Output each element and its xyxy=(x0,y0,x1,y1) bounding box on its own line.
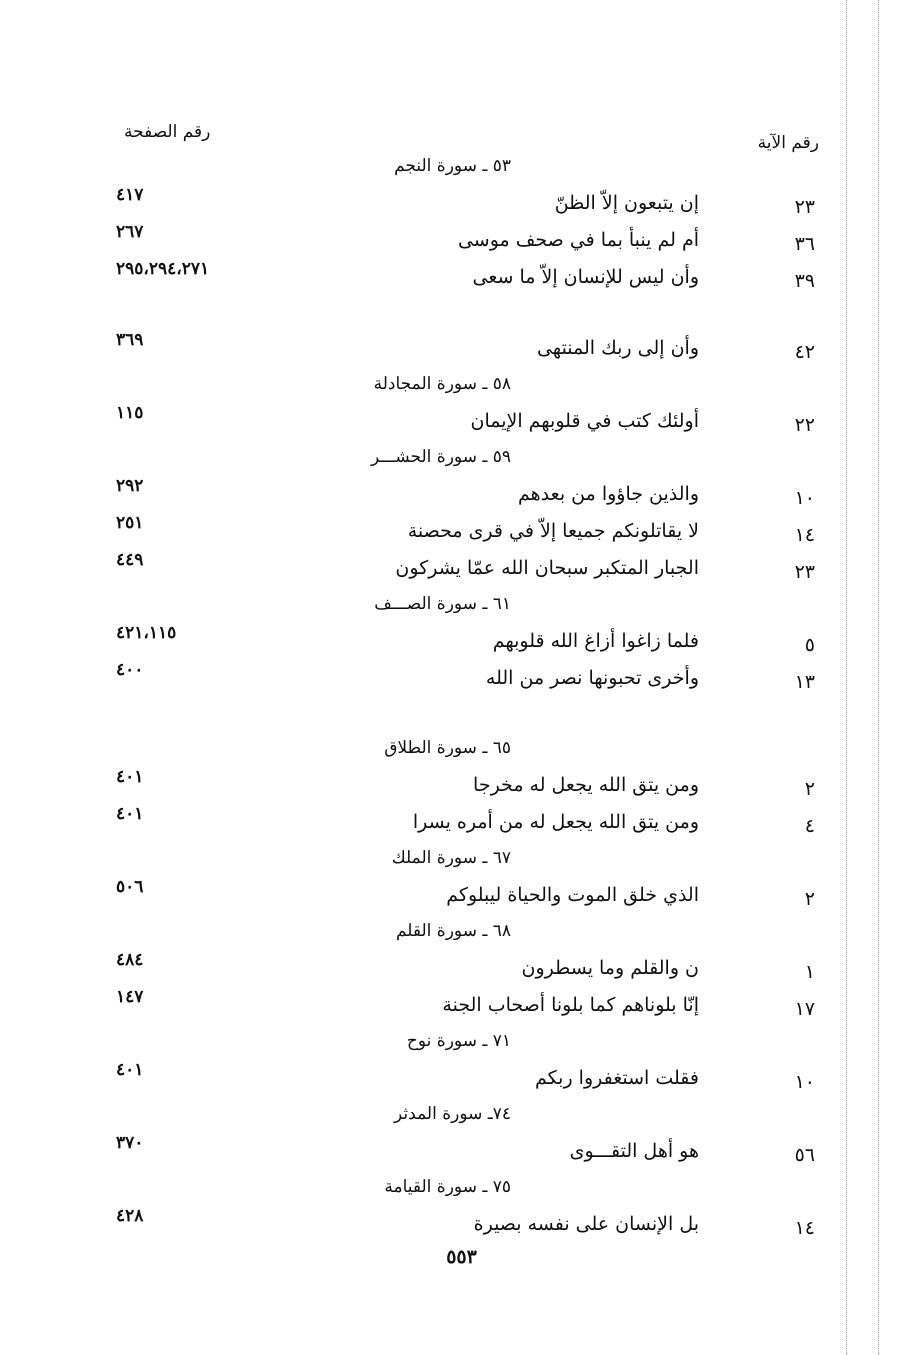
verse-phrase: والذين جاؤوا من بعدهم xyxy=(518,483,699,505)
ayah-number: ٢ xyxy=(804,888,815,910)
page-footer-number: ٥٥٣ xyxy=(446,1246,477,1268)
ayah-number: ١٤ xyxy=(794,524,815,546)
surah-title: ٦١ ـ سورة الصـــف xyxy=(374,594,511,614)
ayah-number: ٢٣ xyxy=(794,196,815,218)
page-references: ٤٨٤ xyxy=(116,950,144,970)
index-entry-row xyxy=(0,804,923,848)
page-number-column-header: رقم الصفحة xyxy=(124,122,211,142)
verse-phrase: وأن ليس للإنسان إلاّ ما سعى xyxy=(472,266,699,288)
ayah-number: ١ xyxy=(804,961,815,983)
verse-phrase: ومن يتق الله يجعل له من أمره يسرا xyxy=(412,811,699,833)
verse-phrase: إن يتبعون إلاّ الظنّ xyxy=(554,192,699,214)
verse-phrase: فلما زاغوا أزاغ الله قلوبهم xyxy=(492,630,699,652)
page-references: ٤٤٩ xyxy=(116,550,144,570)
ayah-number: ٣٩ xyxy=(794,270,815,292)
surah-title: ٦٥ ـ سورة الطلاق xyxy=(384,738,511,758)
page-references: ٤٠٠ xyxy=(116,660,144,680)
index-entry-row xyxy=(0,660,923,704)
verse-phrase: إنّا بلوناهم كما بلونا أصحاب الجنة xyxy=(442,994,699,1016)
ayah-number: ١٠ xyxy=(794,487,815,509)
verse-index-list xyxy=(0,156,923,1250)
page-references: ٢٦٧ xyxy=(116,222,144,242)
ayah-number: ٣٦ xyxy=(794,233,815,255)
surah-title: ٧٥ ـ سورة القيامة xyxy=(384,1177,511,1197)
verse-phrase: لا يقاتلونكم جميعا إلاّ في قرى محصنة xyxy=(407,520,699,542)
index-entry-row xyxy=(0,330,923,374)
page-references: ١٤٧ xyxy=(116,987,144,1007)
verse-phrase: الجبار المتكبر سبحان الله عمّا يشركون xyxy=(395,557,699,579)
ayah-number: ١٣ xyxy=(794,671,815,693)
index-entry-row xyxy=(0,1060,923,1104)
verse-phrase: وأن إلى ربك المنتهى xyxy=(536,337,699,359)
ayah-number: ٢٢ xyxy=(794,414,815,436)
index-entry-row xyxy=(0,550,923,594)
verse-phrase: أولئك كتب في قلوبهم الإيمان xyxy=(470,410,699,432)
verse-phrase: أم لم ينبأ بما في صحف موسى xyxy=(457,229,699,251)
ayah-number: ١٧ xyxy=(794,998,815,1020)
verse-phrase: ومن يتق الله يجعل له مخرجا xyxy=(473,774,699,796)
surah-title: ٧١ ـ سورة نوح xyxy=(406,1031,511,1051)
index-entry-row xyxy=(0,1206,923,1250)
index-entry-row xyxy=(0,987,923,1031)
page-references: ٤٠١ xyxy=(116,767,144,787)
verse-phrase: هو أهل التقـــوى xyxy=(569,1140,699,1162)
page-references: ٣٦٩ xyxy=(116,330,144,350)
surah-title: ٥٩ ـ سورة الحشـــر xyxy=(371,447,511,467)
page-references: ١١٥ xyxy=(116,403,144,423)
ayah-number-column-header: رقم الآية xyxy=(757,133,819,153)
ayah-number: ٢ xyxy=(804,778,815,800)
surah-title: ٥٣ ـ سورة النجم xyxy=(394,156,511,176)
index-entry-row xyxy=(0,877,923,921)
index-entry-row xyxy=(0,1133,923,1177)
ayah-number: ١٤ xyxy=(794,1217,815,1239)
surah-title: ٦٧ ـ سورة الملك xyxy=(391,848,511,868)
page-references: ٤٢٨ xyxy=(116,1206,144,1226)
verse-phrase: فقلت استغفروا ربكم xyxy=(535,1067,699,1089)
page-references: ٤٠١ xyxy=(116,804,144,824)
ayah-number: ٤٢ xyxy=(794,341,815,363)
verse-phrase: ن والقلم وما يسطرون xyxy=(521,957,699,979)
page-references: ٤٢١،١١٥ xyxy=(116,623,177,643)
verse-phrase: وأخرى تحبونها نصر من الله xyxy=(485,667,699,689)
page-references: ٢٥١ xyxy=(116,513,144,533)
verse-phrase: الذي خلق الموت والحياة ليبلوكم xyxy=(446,884,699,906)
surah-title: ٦٨ ـ سورة القلم xyxy=(395,921,511,941)
ayah-number: ٥ xyxy=(804,634,815,656)
index-entry-row xyxy=(0,259,923,303)
ayah-number: ٥٦ xyxy=(794,1144,815,1166)
page-references: ٤٠١ xyxy=(116,1060,144,1080)
surah-title: ٧٤ـ سورة المدثر xyxy=(394,1104,511,1124)
surah-title: ٥٨ ـ سورة المجادلة xyxy=(373,374,511,394)
ayah-number: ١٠ xyxy=(794,1071,815,1093)
spacer-row xyxy=(0,704,923,738)
index-entry-row xyxy=(0,403,923,447)
ayah-number: ٤ xyxy=(804,815,815,837)
page-references: ٤١٧ xyxy=(116,185,144,205)
verse-phrase: بل الإنسان على نفسه بصيرة xyxy=(473,1213,699,1235)
page-references: ٢٩٥،٢٩٤،٢٧١ xyxy=(116,259,210,279)
page-references: ٣٧٠ xyxy=(116,1133,144,1153)
page-references: ٢٩٢ xyxy=(116,476,144,496)
ayah-number: ٢٣ xyxy=(794,561,815,583)
page-references: ٥٠٦ xyxy=(116,877,144,897)
